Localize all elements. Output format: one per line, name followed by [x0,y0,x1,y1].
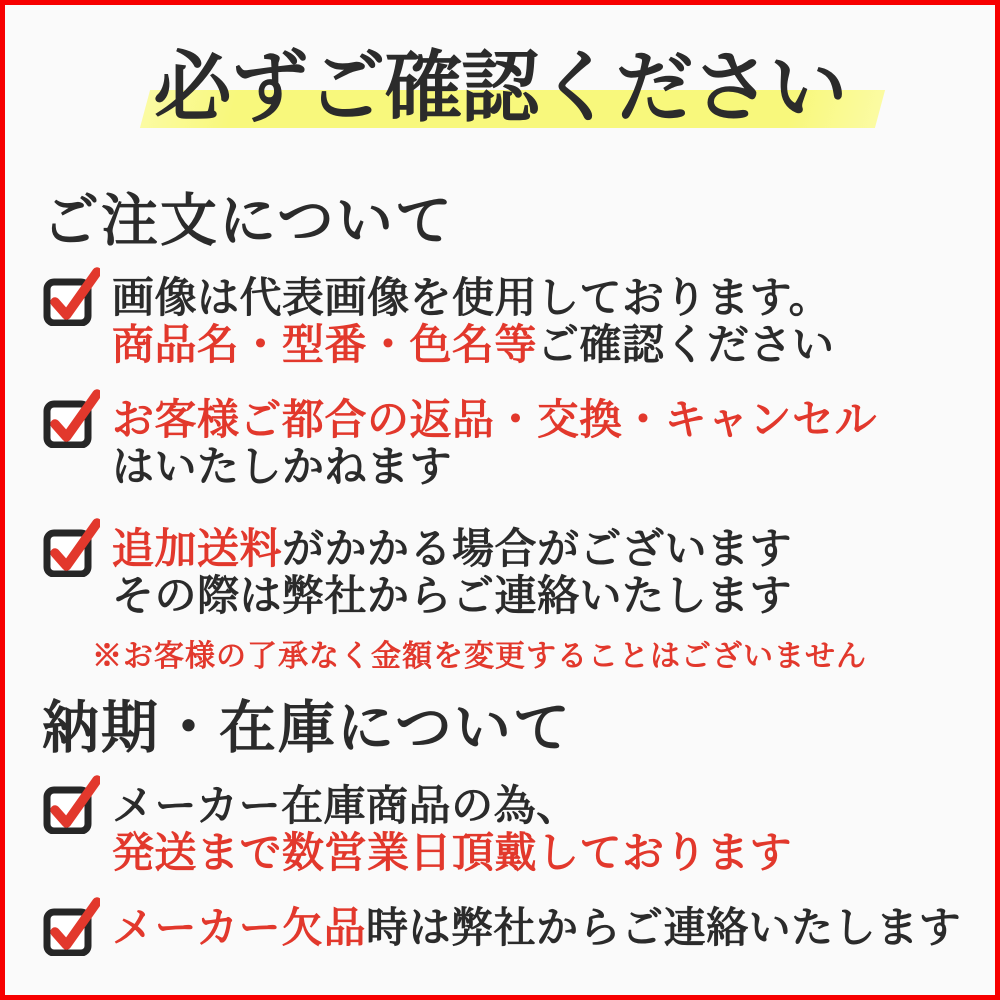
checked-checkbox-icon [42,517,100,577]
checklist-item-text [112,274,835,368]
checklist-item [42,525,958,619]
checklist-item-text [112,782,792,876]
checklist-item-text [112,904,961,951]
checklist-item [42,396,958,490]
checked-checkbox-icon [42,266,100,326]
text-line [112,443,877,490]
page-title-block [42,38,958,138]
checklist-item-text [112,396,877,490]
page-title: 必ずご確認ください [153,42,847,133]
text-segment: その際は弊社からご連絡いたします [112,570,793,620]
checklist-item [42,274,958,368]
checked-checkbox-icon [42,896,100,956]
section-heading-order: ご注文について [42,187,454,254]
text-line [112,904,961,951]
text-line [112,525,792,572]
checklist-item [42,903,962,956]
text-line [112,782,792,829]
checklist-item-text [112,525,792,619]
text-line [112,572,792,619]
text-segment: お客様ご都合の返品・交換・キャンセル [112,394,878,444]
text-line [112,829,792,876]
text-segment: はいたしかねます [112,441,453,491]
text-segment: メーカー在庫商品の為、 [112,781,579,831]
text-segment: 画像は代表画像を使用しております。 [112,272,832,322]
checked-checkbox-icon [42,388,100,448]
text-line [112,321,835,368]
text-segment: がかかる場合がございます [282,523,793,573]
text-segment: 追加送料 [112,523,283,573]
price-change-note: ※お客様の了承なく金額を変更することはございません [92,638,867,674]
text-segment: メーカー欠品 [112,903,367,953]
checked-checkbox-icon [42,774,100,834]
text-segment: 商品名・型番・色名等 [112,319,538,369]
text-line [112,396,877,443]
text-line [112,274,835,321]
text-segment: 時は弊社からご連絡いたします [366,903,962,953]
text-segment: ご確認ください [537,319,835,369]
checklist-item [42,782,958,876]
text-segment: 発送まで数営業日頂戴しております [112,828,793,878]
section-heading-delivery-stock: 納期・在庫について [42,693,572,761]
